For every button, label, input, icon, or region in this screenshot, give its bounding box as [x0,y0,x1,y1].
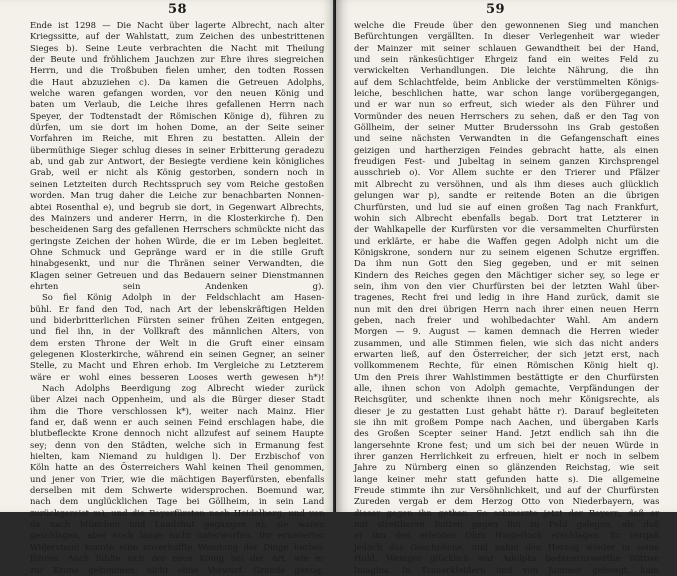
page-text [354,20,659,576]
text-line: und seine nächsten Verwandten in die Gefangenschaft eines [354,133,660,144]
text-line: Klagen seiner Getreuen und das Bedauern seiner Dienstmannen [30,269,325,280]
text-line: Imagina. In Trauerkleidern und von Jammer gebeugt, kam [354,564,659,575]
text-line: langersehnte Krone fest; und um sich bei der neuen Würde in [354,439,659,450]
text-line: Widerstand konnte eine unverhoffte Wendung der Dinge herbei- [30,541,325,552]
text-line: der Mainzer mit seiner schlauen Gewandtheit bei der Hand, [354,42,660,53]
text-line: lange keiner mehr statt gefunden hatte s). Die allgemeine [354,473,660,484]
text-line: Herrn, und die Troßbuben fielen umher, den todten Rossen [30,65,324,76]
text-line: mit Albrecht zu versöhnen, und als ihm dieses auch glücklich [354,178,659,189]
text-line: nach dem unglücklichen Tage bei Göllheim, in sein Land [30,496,325,507]
left-page [0,0,336,575]
text-line: hinabgesenkt, und nur die Thränen seiner Verwandten, die [30,258,324,269]
text-line: und erklärte, er habe die Waffen gegen Adolph nicht um die [354,235,659,246]
text-line: ab, und gab zur Antwort, der Besiegte verdiene kein königliches [30,156,325,167]
text-line: baten um Verlaub, die Leiche ihres gefallenen Herrn nach [30,99,325,110]
right-page [336,0,677,575]
text-line: wäre er wohl eines besseren Looses werth gewesen h*)! [30,371,325,382]
text-line: Grab, weil er nicht als König gestorben, sondern noch in [30,167,325,178]
text-line: er ihn den erlebten Ohm Haigerloch erschlagen. Er vergaß [354,530,660,541]
text-line: sein, ihm von den vier Churfürsten bei der letzten Wahl über- [354,280,660,291]
text-line: mit streitbaren Rotten gegen ihn zu Feld gelegen, als daß [354,519,660,530]
text-line: und biderbritterlichen Fürsten seiner frühen Zeiten entgegen, [30,314,325,325]
text-line: Um den Preis ihrer Wahlstimmen bestättigte er den Churfürsten [354,371,659,382]
text-line: So fiel König Adolph in der Feldschlacht am Hasen- [42,292,325,303]
text-line: der Beute und fröhlichem Jauchzen zur Ehre ihres siegreichen [30,54,325,65]
text-line: zusammen, und alle Stimmen fielen, wie sich das nicht anders [354,337,659,348]
text-line: des Großen Scepter seiner Hand. Jetzt endlich sah ihn die [354,428,659,439]
text-line: und fiel ihn, in der Vollkraft des männlichen Alters, von [30,326,325,337]
text-line: Vormünder des neuen Herrschers zu sehen, daß er den Tag von [354,110,660,121]
text-line: Kriegssitte, auf der Wahlstatt, zum Zeichen des unbestrittenen [30,31,325,42]
text-line: welche waren gefangen worden, vor den neuen König und [30,88,324,99]
text-line: sie ihn mit großem Pompe nach Aachen, und übergaben Karls [354,417,659,428]
text-line: worden. Man trug daher die Leiche zur benachbarten Nonnen- [30,190,324,201]
text-line: nun mit den drei übrigen Herrn nach ihrer einen neuen Herrn [354,303,659,314]
text-line: Da ihm nun Gott den Sieg gegeben, und er mit seinen [354,258,659,269]
text-line: derselben mit dem Schwerte widersprochen. Boemund war, [30,485,325,496]
text-line: Huld. Weniger glücklich war Adolphs bedauernswerthe Wittwe [354,553,660,564]
text-line: alle, ihnen schon von Adolph gemachte, Verpfändungen der [354,383,659,393]
page-text [30,20,324,576]
text-line: auf dem Schlachtfelde, beim Anblicke der verstümmelten Königs- [354,76,659,87]
page-number: 58 [168,2,188,17]
text-line: geschlagen, aber noch lange nicht unterworfen. Ihr erneuerter [30,530,325,541]
text-line: zurückgereist m), und die Bayerfürsten nach Heidelberg, und von [30,507,325,518]
text-line: dürfen, um sie dort im hohen Dome, an der Seite seiner [30,122,325,133]
text-line: führen. Auch fühlte sich der neue König bei der Art, wie er [30,553,325,564]
text-line: Göllheim, der seiner Mutter Bruderssohn ins Grab gestoßen [354,122,660,133]
text-line: der Wahlkapelle der Kurfürsten vor die versammelten Churfürsten [354,224,659,235]
text-line: wohin sich Albrecht ebenfalls begab. Dort trat Letzterer in [354,212,660,223]
text-line: Befürchtungen vergällten. In dieser Verlegenheit war wieder [354,31,660,42]
text-line: da nach München und Landshut gegangen n); sie waren [30,519,325,530]
text-line: seinen Letzteiten durch Rechtsspruch sey vom Reiche gestoßen [30,178,325,189]
text-line: Freude stimmte ihn zur Versöhnlichkeit, und auf der Churfürsten [354,485,659,496]
text-line: ihm die Thore verschlossen k*), weiter nach Mainz. Hier [30,405,325,416]
text-line: und sein ränkesüchtiger Ehrgeiz fand ein weites Feld zu [354,54,659,65]
text-line: erwarten ließ, auf den Österreicher, der sich jetzt erst, nach [354,348,660,359]
text-line: blutbefleckte Krone dennoch nicht allzufest auf seinem Haupte [30,428,324,439]
text-line: Morgen — 9. August — kamen demnach die Herren wieder [354,326,659,337]
text-line: Jahre zu Nürnberg einen so glänzenden Reichstag, wie seit [354,462,659,473]
text-line: übermüthige Sieger schlug dieses in seiner Erbitterung geradezu [30,144,325,155]
text-line: Zureden vergab er dem Herzog Otto von Niederbayern, was [354,496,660,507]
text-line: Kindern des Reiches gegen den Mächtiger sicher sey, so lege er [354,269,660,280]
text-line: Ohne Schmuck und Gepränge ward er in die stille Gruft [30,246,324,257]
text-line: Reichsgüter, und schenkte ihnen noch mehr Königsrechte, als [354,394,660,405]
text-line: freudigen Fest- und Jubeltag in seinem ganzen Kirchsprengel [354,156,660,167]
text-line: die Haut abzuziehen c). Da kamen die Getreuen Adolphs, [30,76,325,87]
text-line: geizigen und hartherzigen Feindes gebracht hatte, als einen [354,144,659,155]
text-line: jedoch das Geschehene, und nahm den Herzog wieder in seine [354,541,660,552]
text-line: verwickelten Verhandlungen. Die leichte Nährung, die ihn [354,65,659,76]
text-line: welche die Freude über den gewonnenen Sieg und manchen [354,20,659,30]
text-line: hielten, kam Niemand zu huldigen l). Der Erzbischof von [30,451,325,462]
text-line: ehrten sein Andenken g). [30,280,325,291]
text-line: Vorfahren im Reiche, mit Ehren zu bestatten. Allein der [30,133,324,144]
text-line: Sieges b). Seine Leute verbrachten die Nacht mit Theilung [30,42,325,53]
text-line: des Mainzers und anderer Herrn, in die Klosterkirche f). Den [30,212,324,223]
text-line: über Alzei nach Oppenheim, und als die Bürger dieser Stadt [30,394,325,405]
text-line: abtei Rosenthal e), und begrub sie dort, in Gegenwart Albrechts, [30,201,325,212]
text-line: ausschrieb o). Vor Allem suchte er den Trierer und Pfälzer [354,167,660,178]
text-line: bühl. Er fand den Tod, nach Art der lebenskräftigen Helden [30,303,325,314]
text-line: geringste Zeichen der hohen Würde, die er im Leben begleitet. [30,235,324,246]
text-line: Nach Adolphs Beerdigung zog Albrecht wieder zurück [42,383,325,393]
text-line: Königskrone, sondern nur zu seinem eigenen Schutze ergriffen. [354,246,660,257]
text-line: fand er, daß wenn er auch seinen Feind erschlagen habe, die [30,417,324,428]
text-line: dem ersten Throne der Welt in die Gruft einer einsam [30,337,325,348]
text-line: leiche, beschlichen hatte, war schon lange vorübergegangen, [354,88,660,99]
text-line: Stelle, zu Macht und Ehren erhob. Im Vergleiche zu Letzterem [30,360,324,371]
text-line: ihrer ganzen Herrlichkeit zu erfreuen, hielt er noch in selbem [354,451,660,462]
text-line: dieser gegen ihn gethan. So schmerzte jetzt der Bayern, daß er [354,507,660,518]
text-line: tragenes, Recht frei und ledig in ihre Hand zurück, damit sie [354,292,660,303]
text-line: bescheidenen Sarg des gefallenen Herrschers schmückte nicht das [30,224,325,235]
text-line: und er war nun so erfreut, sich wieder als den Führer und [354,99,659,110]
text-line: zur Krone gekommen, nicht ohne Vorwurf. Grunde genug, [30,564,324,575]
text-line: gelungen war p), sandte er reitende Boten an die übrigen [354,190,660,201]
text-line: geben, nach freier und wohlbedachter Wahl. Am andern [354,314,659,325]
text-line: Churfürsten, und lud sie auf einen großen Tag nach Frankfurt, [354,201,659,212]
text-line: und jener von Trier, wie die mächtigen Bayerfürsten, ebenfalls [30,473,325,484]
text-line: gelegenen Klosterkirche, während ein seinen Gegner, an seiner [30,348,325,359]
text-line: Speyer, der Todtenstadt der Römischen Könige d), führen zu [30,110,325,121]
text-line: Köln hatte an des Österreichers Wahl keinen Theil genommen, [30,462,325,473]
page-number: 59 [486,2,506,17]
text-line: dieser je zu gestatten Lust gehabt hätte r). Darauf begleiteten [354,405,659,416]
text-line: Ende ist 1298 — Die Nacht über lagerte Albrecht, nach alter [30,20,325,30]
text-line: sey; denn von den Städten, welche sich in Ermanung fest [30,439,324,450]
text-line: vollkommenem Rechte, für einen Römischen König hielt q). [354,360,659,371]
